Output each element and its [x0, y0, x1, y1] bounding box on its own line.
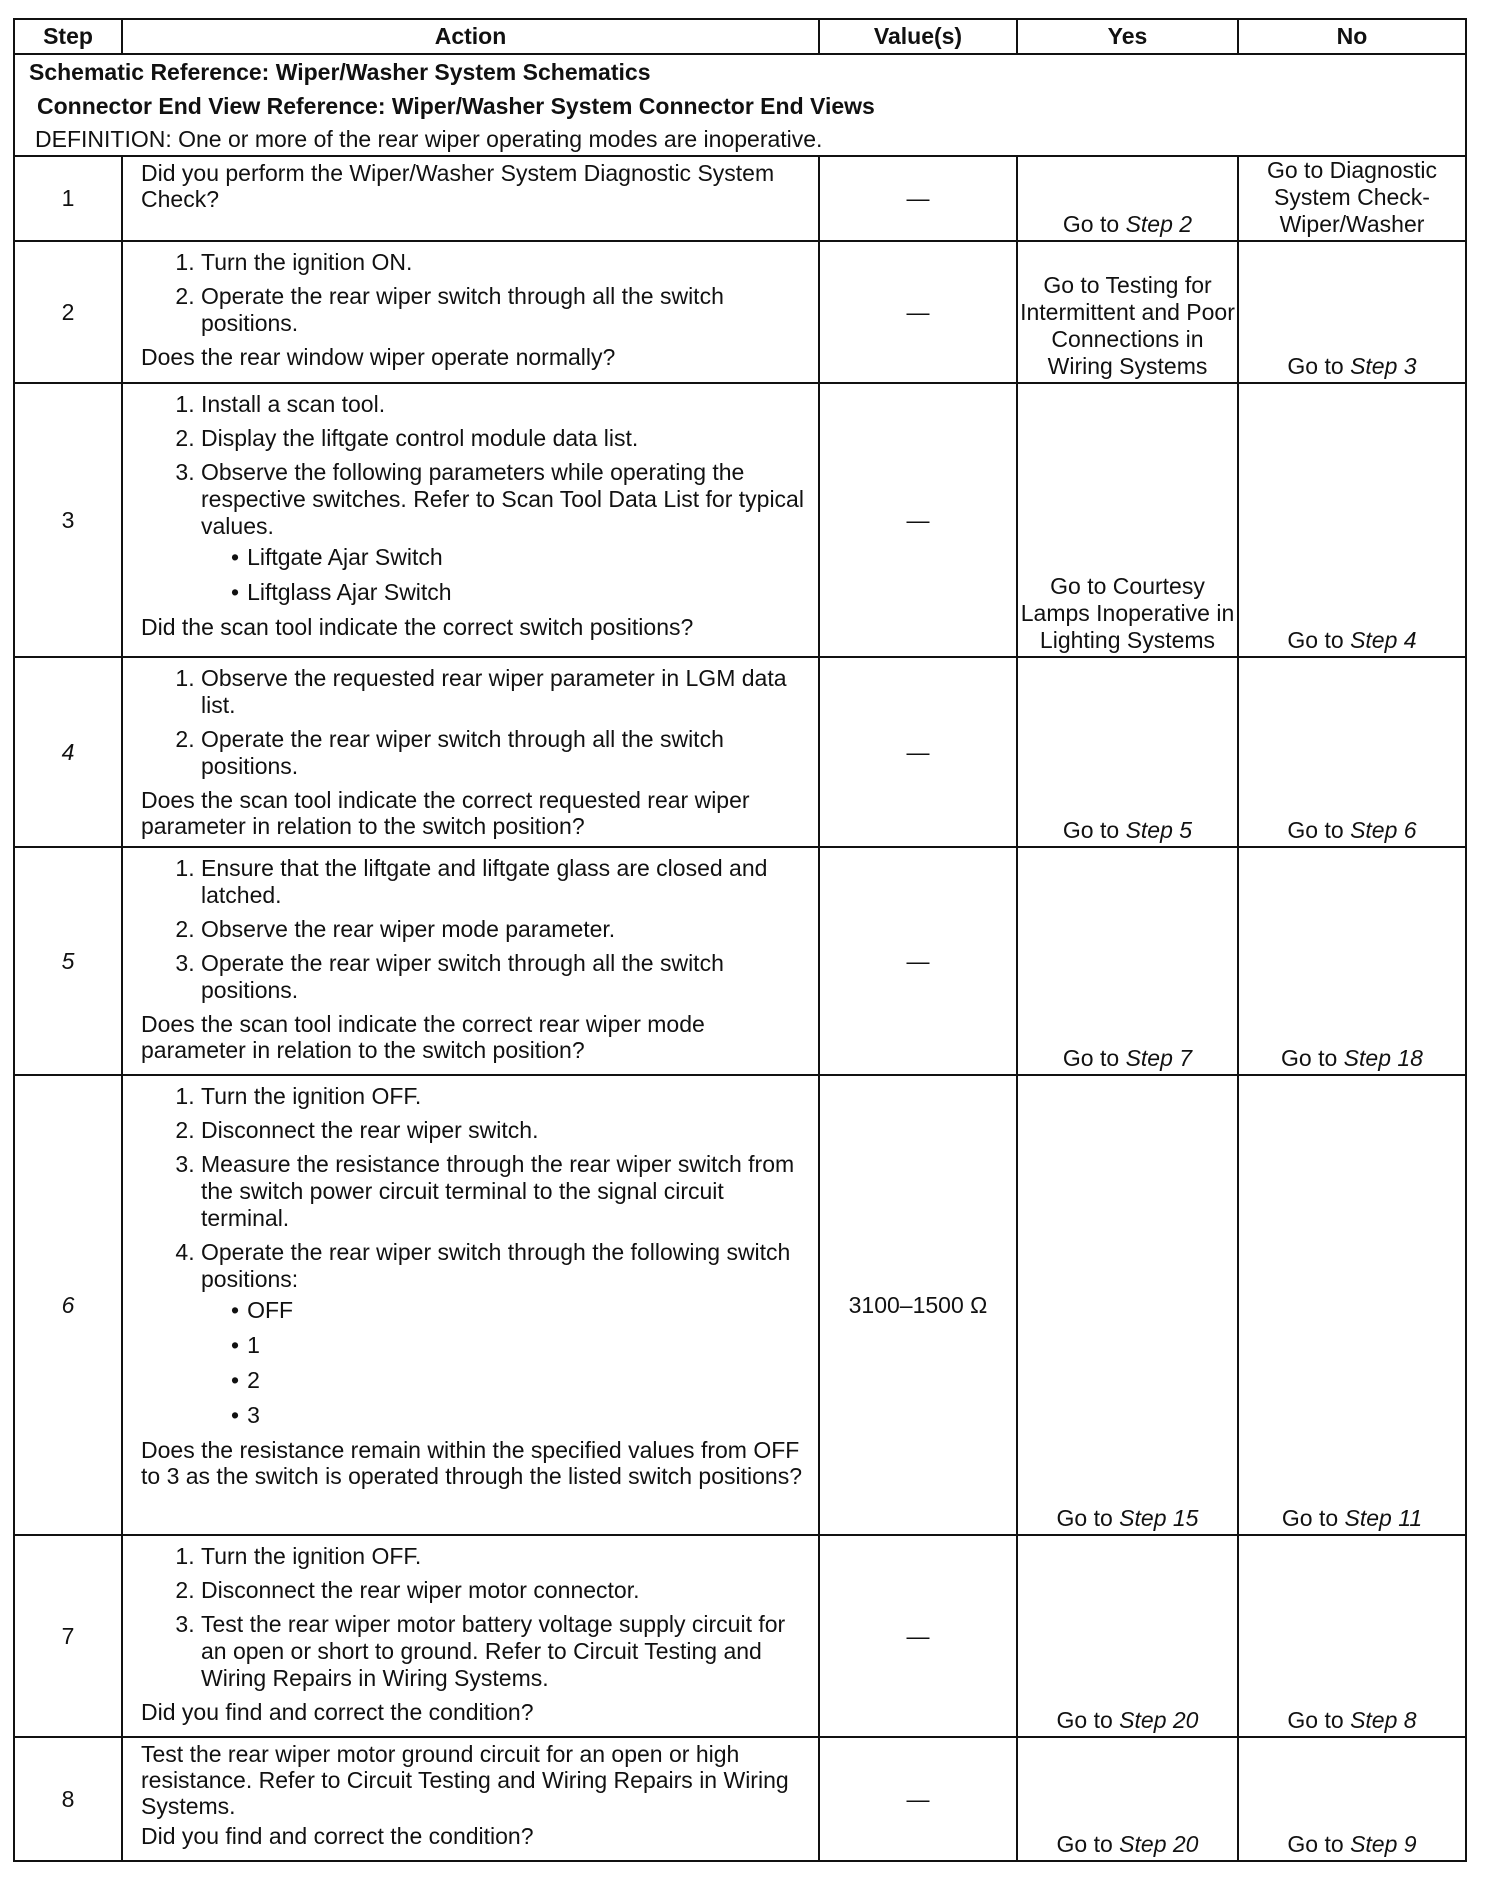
header-action: Action — [122, 19, 819, 54]
header-step: Step — [14, 19, 122, 54]
step-no — [1238, 383, 1466, 657]
step-value: — — [819, 156, 1017, 241]
step-question: Does the rear window wiper operate normally? — [141, 344, 616, 370]
goto-step-link[interactable]: Step 20 — [1119, 1707, 1199, 1733]
step-value: — — [819, 657, 1017, 847]
goto-label: Go to — [1056, 1831, 1120, 1857]
instruction-item: 2. Operate the rear wiper switch through all the switch positions. — [201, 726, 810, 780]
instruction-item: 1. Turn the ignition ON. — [201, 249, 810, 276]
step-yes — [1017, 1075, 1238, 1535]
step-value: 3100–1500 Ω — [819, 1075, 1017, 1535]
step-action — [122, 1535, 819, 1737]
instruction-item: 1. Observe the requested rear wiper parameter in LGM data list. — [201, 665, 810, 719]
step-no — [1238, 1737, 1466, 1861]
step-action — [122, 657, 819, 847]
step-question: Does the scan tool indicate the correct rear wiper mode parameter in relation to the switch position? — [141, 1011, 705, 1063]
step-row-3 — [14, 383, 1466, 657]
header-no: No — [1238, 19, 1466, 54]
goto-label: Go to — [1281, 1505, 1345, 1531]
instruction-item: 2. Display the liftgate control module data list. — [201, 425, 810, 452]
step-action — [122, 1737, 819, 1861]
instruction-item: 1. Install a scan tool. — [201, 391, 810, 418]
instruction-item — [201, 1239, 810, 1429]
instruction-item: 3. Measure the resistance through the rear wiper switch from the switch power circuit terminal to the signal circuit terminal. — [201, 1151, 810, 1232]
instruction-item: 1. Ensure that the liftgate and liftgate glass are closed and latched. — [201, 855, 810, 909]
bullet-list — [201, 544, 810, 606]
goto-label: Go to — [1062, 817, 1126, 843]
step-no — [1238, 847, 1466, 1075]
goto-step-link[interactable]: Step 4 — [1350, 627, 1417, 653]
instruction-item: 3. Test the rear wiper motor battery voltage supply circuit for an open or short to ground. Refer to Circuit Testing and Wiring Repairs in Wiring Systems. — [201, 1611, 810, 1692]
step-yes[interactable]: Go to Testing for Intermittent and Poor Connections in Wiring Systems — [1017, 241, 1238, 383]
instruction-text: Operate the rear wiper switch through the following switch positions: — [201, 1239, 791, 1292]
instruction-item: 2. Operate the rear wiper switch through all the switch positions. — [201, 283, 810, 337]
step-action — [122, 156, 819, 241]
instruction-text: Observe the following parameters while operating the respective switches. Refer to Scan Tool Data List for typical values. — [201, 459, 804, 539]
bullet-item: • OFF — [231, 1297, 810, 1324]
step-no — [1238, 1075, 1466, 1535]
instruction-item: 2. Disconnect the rear wiper motor connector. — [201, 1577, 810, 1604]
goto-step-link[interactable]: Step 6 — [1350, 817, 1417, 843]
bullet-item: • 2 — [231, 1367, 810, 1394]
bullet-item: • 1 — [231, 1332, 810, 1359]
header-values: Value(s) — [819, 19, 1017, 54]
step-text: Test the rear wiper motor ground circuit for an open or high resistance. Refer to Circuit Testing and Wiring Repairs in Wiring Systems. — [141, 1741, 789, 1819]
instruction-item — [201, 459, 810, 606]
goto-step-link[interactable]: Step 15 — [1119, 1505, 1199, 1531]
step-yes — [1017, 1535, 1238, 1737]
step-no — [1238, 657, 1466, 847]
diagnostic-table — [13, 18, 1467, 1862]
goto-step-link[interactable]: Step 2 — [1125, 211, 1193, 237]
goto-label: Go to — [1287, 1831, 1351, 1857]
instruction-list — [141, 1083, 810, 1429]
step-row-4 — [14, 657, 1466, 847]
step-number: 8 — [14, 1737, 122, 1861]
step-question: Did you find and correct the condition? — [141, 1699, 534, 1725]
step-row-2 — [14, 241, 1466, 383]
step-row-6 — [14, 1075, 1466, 1535]
step-value: — — [819, 383, 1017, 657]
header-yes: Yes — [1017, 19, 1238, 54]
goto-label: Go to — [1281, 1045, 1344, 1071]
goto-step-link[interactable]: Step 5 — [1125, 817, 1193, 843]
instruction-list — [141, 665, 810, 780]
step-row-8 — [14, 1737, 1466, 1861]
bullet-item: • Liftglass Ajar Switch — [231, 579, 810, 606]
header-row — [14, 19, 1466, 54]
goto-label: Go to — [1056, 1707, 1120, 1733]
step-number: 4 — [14, 657, 122, 847]
step-number: 5 — [14, 847, 122, 1075]
goto-label: Go to — [1062, 211, 1126, 237]
step-question: Did you find and correct the condition? — [141, 1823, 534, 1849]
step-value: — — [819, 1535, 1017, 1737]
step-yes — [1017, 1737, 1238, 1861]
goto-label: Go to — [1062, 1045, 1126, 1071]
step-question: Does the resistance remain within the specified values from OFF to 3 as the switch is operated through the listed switch positions? — [141, 1437, 802, 1489]
step-number: 7 — [14, 1535, 122, 1737]
instruction-item: 2. Disconnect the rear wiper switch. — [201, 1117, 810, 1144]
instruction-item: 2. Observe the rear wiper mode parameter. — [201, 916, 810, 943]
step-no[interactable]: Go to Diagnostic System Check-Wiper/Washer — [1238, 156, 1466, 241]
step-yes — [1017, 847, 1238, 1075]
step-number: 6 — [14, 1075, 122, 1535]
goto-step-link[interactable]: Step 11 — [1344, 1505, 1423, 1531]
goto-label: Go to — [1287, 817, 1351, 843]
instruction-item: 3. Operate the rear wiper switch through all the switch positions. — [201, 950, 810, 1004]
goto-step-link[interactable]: Step 18 — [1343, 1045, 1423, 1071]
instruction-list — [141, 391, 810, 606]
step-yes — [1017, 156, 1238, 241]
step-number: 3 — [14, 383, 122, 657]
goto-step-link[interactable]: Step 7 — [1125, 1045, 1193, 1071]
instruction-list — [141, 855, 810, 1004]
step-no — [1238, 1535, 1466, 1737]
step-action — [122, 1075, 819, 1535]
bullet-item: • 3 — [231, 1402, 810, 1429]
instruction-item: 1. Turn the ignition OFF. — [201, 1543, 810, 1570]
step-row-1 — [14, 156, 1466, 241]
step-number: 1 — [14, 156, 122, 241]
step-action — [122, 383, 819, 657]
step-row-7 — [14, 1535, 1466, 1737]
goto-label: Go to — [1056, 1505, 1120, 1531]
step-action — [122, 847, 819, 1075]
step-number: 2 — [14, 241, 122, 383]
goto-step-link[interactable]: Step 20 — [1119, 1831, 1199, 1857]
goto-step-link[interactable]: Step 8 — [1350, 1707, 1417, 1733]
step-action — [122, 241, 819, 383]
bullet-item: • Liftgate Ajar Switch — [231, 544, 810, 571]
goto-label: Go to — [1287, 353, 1351, 379]
step-yes — [1017, 657, 1238, 847]
goto-step-link[interactable]: Step 9 — [1350, 1831, 1417, 1857]
instruction-item: 1. Turn the ignition OFF. — [201, 1083, 810, 1110]
connector-reference: Connector End View Reference: Wiper/Washer System Connector End Views — [14, 89, 1466, 123]
step-question: Did you perform the Wiper/Washer System Diagnostic System Check? — [141, 160, 775, 212]
step-value: — — [819, 1737, 1017, 1861]
step-question: Does the scan tool indicate the correct requested rear wiper parameter in relation to the switch position? — [141, 787, 750, 839]
goto-label: Go to — [1287, 1707, 1351, 1733]
goto-label: Go to — [1287, 627, 1351, 653]
goto-step-link[interactable]: Step 3 — [1350, 353, 1417, 379]
step-value: — — [819, 847, 1017, 1075]
step-no — [1238, 241, 1466, 383]
step-yes[interactable]: Go to Courtesy Lamps Inoperative in Lighting Systems — [1017, 383, 1238, 657]
instruction-list — [141, 1543, 810, 1692]
step-question: Did the scan tool indicate the correct switch positions? — [141, 614, 694, 640]
instruction-list — [141, 249, 810, 337]
bullet-list — [201, 1297, 810, 1429]
schematic-reference: Schematic Reference: Wiper/Washer System Schematics — [14, 54, 1466, 89]
step-row-5 — [14, 847, 1466, 1075]
definition: DEFINITION: One or more of the rear wiper operating modes are inoperative. — [14, 123, 1466, 156]
step-value: — — [819, 241, 1017, 383]
